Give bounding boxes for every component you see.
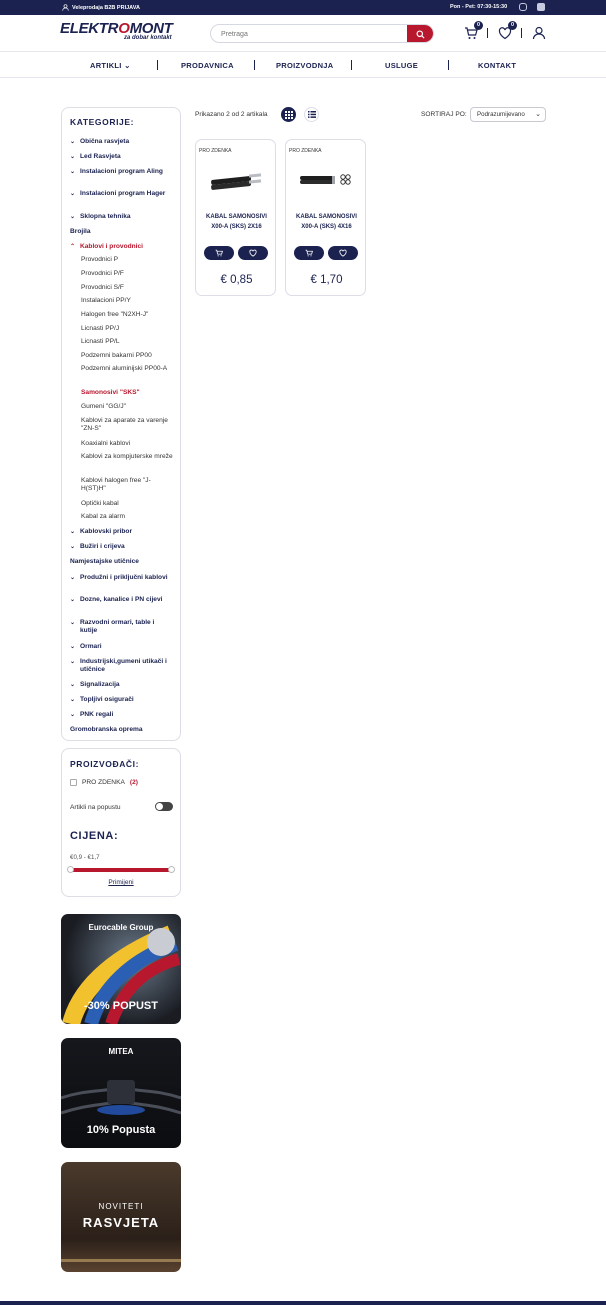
banner-title: NOVITETI	[98, 1202, 144, 1211]
product-name: KABAL SAMONOSIVI X00-A (SKS) 4X16	[296, 214, 357, 230]
category-item[interactable]: ⌄ Dozne, kanalice i PN cijevi	[70, 596, 163, 603]
chevron-down-icon: ⌄	[70, 620, 76, 626]
chevron-down-icon: ⌄	[70, 214, 76, 220]
category-item[interactable]: ⌄ Bužiri i crijeva	[70, 543, 125, 550]
header-divider	[487, 28, 488, 38]
discount-toggle[interactable]	[155, 802, 173, 811]
sort-value: Podrazumijevano	[477, 111, 525, 118]
sort-select[interactable]	[470, 107, 546, 122]
search-box	[210, 24, 434, 43]
sort-label: SORTIRAJ PO:	[421, 111, 467, 118]
chevron-down-icon: ⌄	[70, 169, 76, 175]
results-count: Prikazano 2 od 2 artikala	[195, 111, 268, 118]
subcategory-item[interactable]: Koaxialni kablovi	[81, 440, 131, 447]
footer-bar	[0, 1301, 606, 1305]
banner-title: Eurocable Group	[88, 923, 154, 932]
promo-banner-mitea[interactable]	[61, 1038, 181, 1148]
chevron-down-icon: ⌄	[121, 61, 131, 70]
grid-view-button[interactable]	[281, 107, 296, 122]
subcategory-item[interactable]: Licnasti PP/L	[81, 338, 120, 345]
product-card[interactable]	[285, 139, 366, 296]
list-icon	[308, 111, 316, 118]
category-item[interactable]: ⌄ Signalizacija	[70, 681, 120, 688]
producer-count: (2)	[129, 779, 138, 786]
categories-title: KATEGORIJE:	[70, 117, 135, 127]
category-item[interactable]: ⌄ Led Rasvjeta	[70, 153, 121, 160]
chevron-down-icon: ⌄	[70, 682, 76, 688]
working-hours: Pon - Pet: 07:30-15:30	[450, 4, 508, 10]
cart-button[interactable]	[464, 22, 481, 40]
producer-filter[interactable]	[70, 779, 138, 786]
producer-checkbox[interactable]	[70, 779, 77, 786]
toggle-knob	[156, 803, 163, 810]
product-price: € 1,70	[310, 274, 343, 286]
list-view-button[interactable]	[304, 107, 319, 122]
category-item[interactable]: ⌄ Ormari	[70, 643, 102, 650]
light-strip	[61, 1259, 181, 1262]
subcategory-item[interactable]: Podzemni aluminijski PP00-A	[81, 365, 168, 372]
nav-divider	[254, 60, 255, 70]
product-name: KABAL SAMONOSIVI X00-A (SKS) 2X16	[206, 214, 267, 230]
cart-icon	[305, 249, 313, 257]
apply-price-button[interactable]: Primijeni	[108, 879, 134, 886]
categories-panel	[61, 107, 181, 741]
facebook-icon[interactable]	[537, 3, 545, 11]
cart-icon	[215, 249, 223, 257]
producer-name: PRO ZDENKA	[82, 779, 125, 786]
nav-usluge[interactable]: USLUGE	[385, 61, 419, 70]
subcategory-item[interactable]: Kablovi za aparate za varenje "ZN-S"	[81, 417, 168, 432]
subcategory-item[interactable]: Kablovi halogen free "J-H(ST)H"	[81, 477, 151, 492]
add-to-wishlist-button[interactable]	[328, 246, 358, 260]
subcategory-item[interactable]: Kablovi za kompjuterske mreže	[81, 453, 173, 460]
chevron-down-icon: ⌄	[70, 529, 76, 535]
promo-banner-eurocable[interactable]	[61, 914, 181, 1024]
user-icon	[62, 4, 69, 11]
banner-promo: -30% POPUST	[84, 1000, 158, 1012]
subcategory-item[interactable]: Licnasti PP/J	[81, 325, 120, 332]
price-slider-fill	[70, 868, 172, 872]
chevron-down-icon: ⌄	[70, 154, 76, 160]
banner-title: MITEA	[108, 1047, 134, 1056]
nav-divider	[448, 60, 449, 70]
product-brand: PRO ZDENKA	[289, 148, 322, 154]
discount-label: Artikli na popustu	[70, 804, 121, 811]
search-icon	[416, 30, 425, 39]
category-item-active[interactable]: ⌃ Kablovi i provodnici	[70, 243, 144, 250]
category-item[interactable]: Gromobranska oprema	[70, 726, 143, 733]
subcategory-item[interactable]: Halogen free "N2XH-J"	[81, 311, 149, 318]
b2b-login-label: Veleprodaja B2B PRIJAVA	[72, 4, 140, 11]
chevron-down-icon: ⌄	[70, 544, 76, 550]
account-button[interactable]	[532, 26, 546, 40]
price-title: CIJENA:	[70, 830, 119, 842]
chevron-down-icon: ⌄	[70, 712, 76, 718]
category-item[interactable]: Namjestajske utičnice	[70, 558, 139, 565]
nav-divider	[351, 60, 352, 70]
subcategory-item[interactable]: Podzemni bakarni PP00	[81, 352, 152, 359]
price-slider-track[interactable]	[70, 868, 172, 872]
banner-promo: RASVJETA	[82, 1215, 160, 1230]
heart-icon	[339, 249, 347, 257]
nav-divider	[157, 60, 158, 70]
search-input[interactable]	[221, 28, 401, 40]
category-item[interactable]: ⌄ Produžni i priključni kablovi	[70, 574, 168, 581]
category-item[interactable]: ⌄ PNK regali	[70, 711, 114, 718]
instagram-icon[interactable]	[519, 3, 527, 11]
category-item[interactable]: ⌄ Sklopna tehnika	[70, 213, 131, 220]
category-item[interactable]: ⌄ Topljivi osigurači	[70, 696, 134, 703]
subcategory-item[interactable]: Optički kabal	[81, 500, 119, 507]
main-nav	[0, 51, 606, 78]
chevron-down-icon: ⌄	[70, 659, 76, 665]
category-item[interactable]: ⌄ Instalacioni program Hager	[70, 190, 166, 197]
product-image	[297, 166, 357, 196]
nav-artikli[interactable]: ARTIKLI ⌄	[90, 61, 131, 70]
chevron-down-icon: ⌄	[70, 697, 76, 703]
search-button[interactable]	[407, 25, 433, 43]
chevron-down-icon: ⌄	[70, 575, 76, 581]
filters-panel	[61, 748, 181, 897]
chevron-down-icon: ⌄	[535, 111, 541, 118]
logo[interactable]	[60, 21, 180, 45]
subcategory-item[interactable]: Instalacioni PP/Y	[81, 297, 131, 304]
wishlist-count-badge: 0	[508, 21, 517, 30]
chevron-down-icon: ⌄	[70, 597, 76, 603]
subcategory-item[interactable]: Provodnici P	[81, 256, 119, 263]
subcategory-item-active[interactable]: Samonosivi "SKS"	[81, 389, 140, 396]
heart-icon	[249, 249, 257, 257]
add-to-wishlist-button[interactable]	[238, 246, 268, 260]
price-slider-max-handle[interactable]	[168, 866, 175, 873]
category-item[interactable]: ⌄ Kablovski pribor	[70, 528, 133, 535]
category-item[interactable]: ⌄ Instalacioni program Aling	[70, 168, 163, 175]
logo-wordmark: ELEKTROMONT	[60, 20, 173, 37]
price-slider-min-handle[interactable]	[67, 866, 74, 873]
category-item[interactable]: ⌄ Razvodni ormari, table i kutije	[70, 619, 155, 634]
cart-count-badge: 0	[474, 21, 483, 30]
user-icon	[532, 26, 546, 40]
grid-icon	[285, 111, 293, 119]
top-bar	[0, 0, 606, 15]
promo-banner-rasvjeta[interactable]	[61, 1162, 181, 1272]
chevron-down-icon: ⌄	[70, 644, 76, 650]
product-brand: PRO ZDENKA	[199, 148, 232, 154]
logo-tagline: za dobar kontakt	[124, 35, 172, 41]
subcategory-item[interactable]: Kabal za alarm	[81, 513, 125, 520]
nav-kontakt[interactable]: KONTAKT	[478, 61, 517, 70]
chevron-down-icon: ⌄	[70, 139, 76, 145]
product-card[interactable]	[195, 139, 276, 296]
header-divider	[521, 28, 522, 38]
subcategory-item[interactable]: Provodnici P/F	[81, 270, 124, 277]
banner-promo: 10% Popusta	[86, 1124, 156, 1136]
category-item[interactable]: ⌄ Obična rasvjeta	[70, 138, 130, 145]
price-range-label: €0,9 - €1,7	[70, 854, 100, 861]
subcategory-item[interactable]: Gumeni "GG/J"	[81, 403, 126, 410]
add-to-cart-button[interactable]	[294, 246, 324, 260]
product-price: € 0,85	[220, 274, 253, 286]
chevron-down-icon: ⌄	[70, 191, 76, 197]
add-to-cart-button[interactable]	[204, 246, 234, 260]
b2b-login-link[interactable]	[62, 4, 140, 11]
category-item[interactable]: ⌄ Industrijski,gumeni utikači i utičnice	[70, 658, 167, 673]
nav-prodavnica[interactable]: PRODAVNICA	[181, 61, 234, 70]
product-image	[207, 166, 267, 196]
chevron-up-icon: ⌃	[70, 244, 76, 250]
nav-proizvodnja[interactable]: PROIZVODNJA	[276, 61, 334, 70]
wishlist-button[interactable]	[498, 22, 515, 40]
subcategory-item[interactable]: Provodnici S/F	[81, 284, 124, 291]
producers-title: PROIZVOĐAČI:	[70, 759, 140, 769]
category-item[interactable]: Brojila	[70, 228, 91, 235]
